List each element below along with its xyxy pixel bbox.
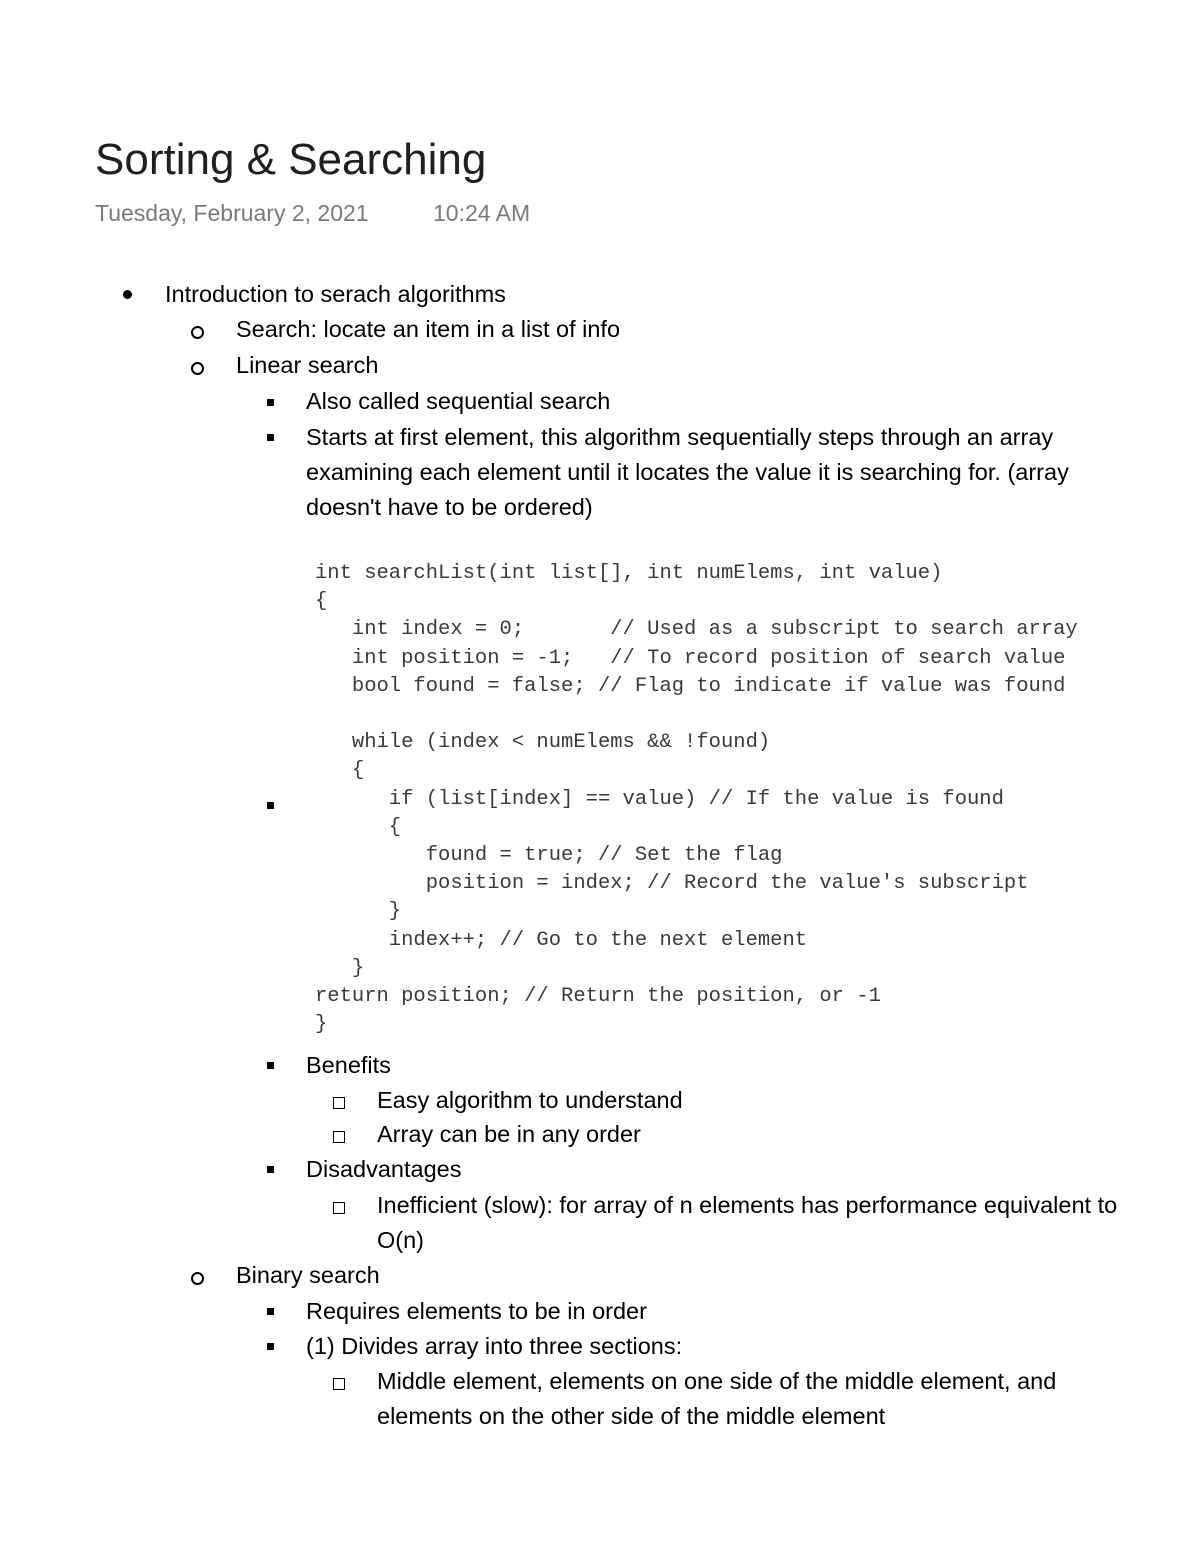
code-line: { — [315, 759, 365, 783]
bullet-square-icon — [267, 1062, 274, 1069]
bullet-circle-icon — [191, 326, 204, 339]
bullet-circle-icon — [191, 362, 204, 375]
code-line: } — [315, 900, 402, 924]
list-item: Search: locate an item in a list of info — [236, 316, 621, 342]
bullet-square-icon — [267, 1343, 274, 1350]
list-item: Inefficient (slow): for array of n elements has performance equivalent to — [377, 1192, 1118, 1218]
page-title: Sorting & Searching — [95, 135, 487, 184]
list-item: Starts at first element, this algorithm sequentially steps through an array — [306, 424, 1054, 450]
bullet-dot-icon — [123, 290, 132, 299]
bullet-hollow-square-icon — [333, 1131, 345, 1143]
note-time: 10:24 AM — [433, 200, 531, 226]
code-line: while (index < numElems && !found) — [315, 731, 771, 755]
bullet-hollow-square-icon — [333, 1378, 345, 1390]
code-line: } — [315, 1013, 328, 1037]
list-item: Benefits — [306, 1052, 391, 1078]
list-item: Binary search — [236, 1262, 380, 1288]
list-item-continuation: examining each element until it locates the value it is searching for. (array — [306, 459, 1069, 485]
bullet-square-icon — [267, 1308, 274, 1315]
list-item-continuation: O(n) — [377, 1227, 424, 1253]
code-block — [315, 560, 1078, 1039]
code-line: index++; // Go to the next element — [315, 928, 808, 952]
list-item-continuation: elements on the other side of the middle element — [377, 1403, 886, 1429]
code-line: { — [315, 590, 328, 614]
bullet-circle-icon — [191, 1272, 204, 1285]
bullet-square-icon — [267, 434, 274, 441]
code-line: } — [315, 956, 365, 980]
list-item: Introduction to serach algorithms — [165, 281, 506, 307]
bullet-square-icon — [267, 802, 274, 809]
list-item: Array can be in any order — [377, 1121, 641, 1147]
list-item: Linear search — [236, 352, 379, 378]
bullet-square-icon — [267, 399, 274, 406]
code-line: int index = 0; // Used as a subscript to search array — [315, 618, 1078, 642]
code-line: int position = -1; // To record position of search value — [315, 646, 1066, 670]
code-line: return position; // Return the position, or -1 — [315, 985, 881, 1009]
code-line: found = true; // Set the flag — [315, 844, 783, 868]
list-item: Middle element, elements on one side of the middle element, and — [377, 1368, 1057, 1394]
list-item-continuation: doesn't have to be ordered) — [306, 494, 593, 520]
list-item: Requires elements to be in order — [306, 1298, 647, 1324]
list-item: (1) Divides array into three sections: — [306, 1333, 683, 1359]
note-date: Tuesday, February 2, 2021 — [95, 200, 369, 226]
list-item: Easy algorithm to understand — [377, 1087, 683, 1113]
code-line: position = index; // Record the value's subscript — [315, 872, 1029, 896]
code-line: if (list[index] == value) // If the value is found — [315, 787, 1004, 811]
code-line: { — [315, 815, 402, 839]
code-line: bool found = false; // Flag to indicate if value was found — [315, 674, 1066, 698]
bullet-hollow-square-icon — [333, 1202, 345, 1214]
code-line: int searchList(int list[], int numElems, int value) — [315, 562, 943, 585]
list-item: Also called sequential search — [306, 388, 611, 414]
list-item: Disadvantages — [306, 1156, 462, 1182]
bullet-square-icon — [267, 1166, 274, 1173]
bullet-hollow-square-icon — [333, 1097, 345, 1109]
